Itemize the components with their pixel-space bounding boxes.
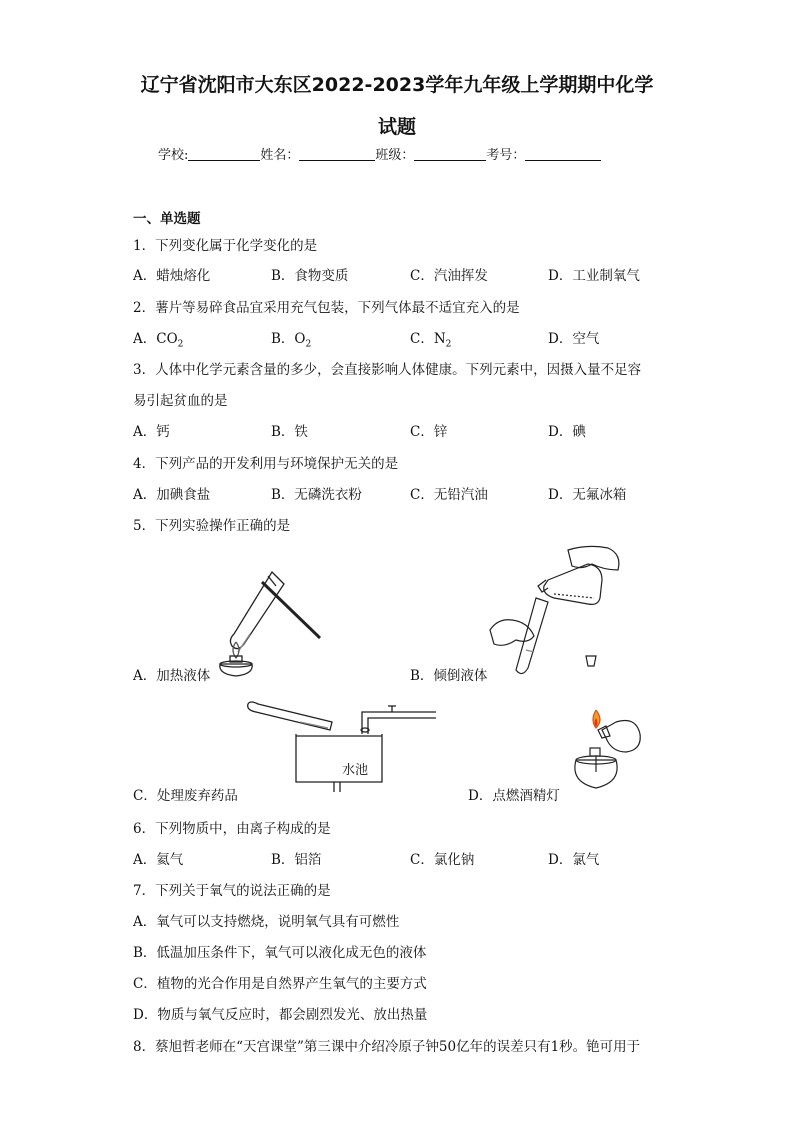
q5-option-b: B．倾倒液体 bbox=[410, 668, 488, 684]
student-info-line bbox=[158, 144, 601, 163]
q4-option-c: C．无铅汽油 bbox=[410, 487, 488, 503]
q6-option-d: D．氯气 bbox=[548, 852, 600, 868]
q6-option-b: B．铝箔 bbox=[271, 852, 322, 868]
name-blank bbox=[299, 146, 375, 161]
question-5-stem: 5．下列实验操作正确的是 bbox=[133, 518, 291, 534]
q3-option-a: A．钙 bbox=[133, 424, 170, 440]
q2-option-a: A．$CO_2$ bbox=[133, 331, 184, 350]
q2-option-b-subscript: 2 bbox=[305, 339, 312, 350]
section-heading: 一、单选题 bbox=[133, 211, 201, 227]
question-7-stem: 7．下列关于氧气的说法正确的是 bbox=[133, 883, 331, 899]
q7-option-b: B．低温加压条件下，氧气可以液化成无色的液体 bbox=[133, 945, 427, 961]
q4-option-d: D．无氟冰箱 bbox=[548, 487, 627, 503]
class-blank bbox=[414, 146, 486, 161]
name-label: 姓名： bbox=[260, 148, 300, 163]
question-2-stem: 2．薯片等易碎食品宜采用充气包装，下列气体最不适宜充入的是 bbox=[133, 300, 520, 316]
question-4-stem: 4．下列产品的开发利用与环境保护无关的是 bbox=[133, 456, 399, 472]
question-8-stem: 8．蔡旭哲老师在“天宫课堂”第三课中介绍冷原子钟50亿年的误差只有1秒。铯可用于 bbox=[133, 1039, 641, 1055]
class-label: 班级： bbox=[375, 148, 415, 163]
q1-option-d: D．工业制氧气 bbox=[548, 268, 640, 284]
q6-option-c: C．氯化钠 bbox=[410, 852, 475, 868]
q1-option-b: B．食物变质 bbox=[271, 268, 349, 284]
page-title-line1: 辽宁省沈阳市大东区2022-2023学年九年级上学期期中化学 bbox=[140, 74, 654, 96]
exam-no-label: 考号： bbox=[486, 148, 526, 163]
q7-option-d: D．物质与氧气反应时，都会剧烈发光、放出热量 bbox=[133, 1007, 428, 1023]
q5-option-a: A．加热液体 bbox=[133, 668, 211, 684]
school-label: 学校: bbox=[158, 148, 189, 163]
q2-option-b: B．$O_2$ bbox=[271, 331, 312, 350]
q3-option-d: D．碘 bbox=[548, 424, 586, 440]
school-blank bbox=[188, 146, 260, 161]
q4-option-b: B．无磷洗衣粉 bbox=[271, 487, 362, 503]
q1-option-c: C．汽油挥发 bbox=[410, 268, 488, 284]
q2-option-d: D．空气 bbox=[548, 331, 600, 347]
q5-option-c: C．处理废弃药品 bbox=[133, 788, 238, 804]
q2-option-c-subscript: 2 bbox=[445, 339, 452, 350]
question-6-stem: 6．下列物质中，由离子构成的是 bbox=[133, 821, 331, 837]
q7-option-c: C．植物的光合作用是自然界产生氧气的主要方式 bbox=[133, 976, 427, 992]
q2-option-a-subscript: 2 bbox=[177, 339, 184, 350]
q5-option-d: D．点燃酒精灯 bbox=[468, 788, 560, 804]
heating-liquid-figure bbox=[210, 560, 330, 680]
exam-no-blank bbox=[525, 146, 601, 161]
q6-option-a: A．氦气 bbox=[133, 852, 184, 868]
q2-option-c: C．$N_2$ bbox=[410, 331, 452, 350]
pouring-liquid-figure bbox=[488, 540, 628, 680]
sink-label: 水池 bbox=[342, 763, 369, 778]
page-title-line2: 试题 bbox=[377, 116, 416, 138]
question-3-stem: 3．人体中化学元素含量的多少，会直接影响人体健康。下列元素中，因摄入量不足容 bbox=[133, 362, 642, 378]
question-1-stem: 1．下列变化属于化学变化的是 bbox=[133, 238, 318, 254]
lighting-lamp-figure bbox=[560, 706, 656, 796]
q3-option-c: C．锌 bbox=[410, 424, 448, 440]
waste-disposal-figure bbox=[240, 696, 440, 794]
q3-option-b: B．铁 bbox=[271, 424, 308, 440]
question-3-stem-cont: 易引起贫血的是 bbox=[133, 393, 228, 409]
q7-option-a: A．氧气可以支持燃烧，说明氧气具有可燃性 bbox=[133, 914, 400, 930]
q1-option-a: A．蜡烛熔化 bbox=[133, 268, 211, 284]
q4-option-a: A．加碘食盐 bbox=[133, 487, 211, 503]
